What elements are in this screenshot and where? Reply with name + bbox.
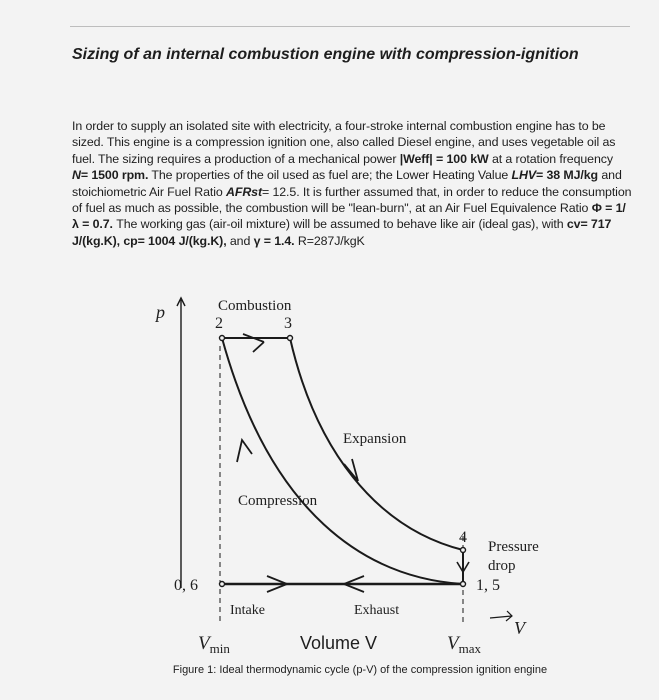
compression-curve <box>222 338 463 584</box>
expansion-label: Expansion <box>343 431 407 447</box>
vmax-label: $V_{max}$ <box>447 633 481 656</box>
point-2-marker <box>220 336 225 341</box>
para-text: = 100 kW <box>432 151 489 166</box>
top-divider <box>70 26 630 27</box>
compression-arrow <box>237 440 252 462</box>
para-text: R=287J/kgK <box>294 233 365 248</box>
point-0-marker <box>220 582 225 587</box>
para-text: The properties of the oil used as fuel are; the Lower Heating Value <box>148 168 512 183</box>
para-text: AFRst <box>226 184 262 199</box>
combustion-label: Combustion <box>218 298 292 314</box>
pv-cycle-diagram <box>140 288 560 660</box>
para-text: at a rotation frequency <box>488 151 613 166</box>
point-3-marker <box>288 336 293 341</box>
para-text: In order to supply an isolated site with electricity, a four-stroke internal combustion engine has to be sized. This engine is a compression ignition one, also called Diesel engine, and uses vegetable oil as fuel. The sizing requires a production of a mechanical power <box>72 119 616 166</box>
point-1-marker <box>461 582 466 587</box>
point-15-label: 1, 5 <box>476 577 500 594</box>
para-text: The working gas (air-oil mixture) will be assumed to behave like air (ideal gas), with <box>112 217 567 232</box>
para-text: = 38 MJ/kg <box>536 168 599 183</box>
v-axis-arrow <box>490 616 512 618</box>
drop-label: drop <box>488 558 516 574</box>
point-06-label: 0, 6 <box>174 577 198 594</box>
para-text: LHV <box>511 168 536 183</box>
intake-label: Intake <box>230 603 265 618</box>
expansion-arrow <box>344 459 358 481</box>
exhaust-label: Exhaust <box>354 603 400 618</box>
compression-label: Compression <box>238 493 318 509</box>
para-text: |Weff| <box>399 151 433 166</box>
volume-axis-label: Volume V <box>300 633 378 653</box>
problem-paragraph <box>72 118 632 249</box>
para-text: = 1500 rpm. <box>80 168 149 183</box>
para-text: N <box>72 168 81 183</box>
v-axis-label: V <box>514 618 525 638</box>
para-text: = 12.5. <box>262 184 300 199</box>
para-text: It is further assumed that, in order to reduce the consumption of fuel as much as possible, the combustion will be "lean-burn", at an Air Fuel Equivalence Ratio <box>72 184 632 216</box>
document-title: Sizing of an internal combustion engine with compression-ignition <box>72 46 579 63</box>
point-4-label: 4 <box>459 529 467 546</box>
point-3-label: 3 <box>284 315 292 332</box>
para-text: cv= 717 J/(kg.K), cp= 1004 J/(kg.K), <box>72 217 612 248</box>
para-text: Φ = 1/λ = 0.7. <box>72 201 626 232</box>
figure-caption: Figure 1: Ideal thermodynamic cycle (p-V) of the compression ignition engine <box>172 664 548 676</box>
point-4-marker <box>461 548 466 553</box>
point-2-label: 2 <box>215 315 223 332</box>
para-text: γ = 1.4. <box>253 233 295 248</box>
para-text: and stoichiometric Air Fuel Ratio <box>72 168 622 199</box>
pressure-label: Pressure <box>488 539 539 555</box>
combustion-arrow <box>243 334 264 352</box>
para-text: and <box>226 233 254 248</box>
p-axis-label: p <box>156 302 165 322</box>
vmin-label: $V_{min}$ <box>198 633 230 656</box>
